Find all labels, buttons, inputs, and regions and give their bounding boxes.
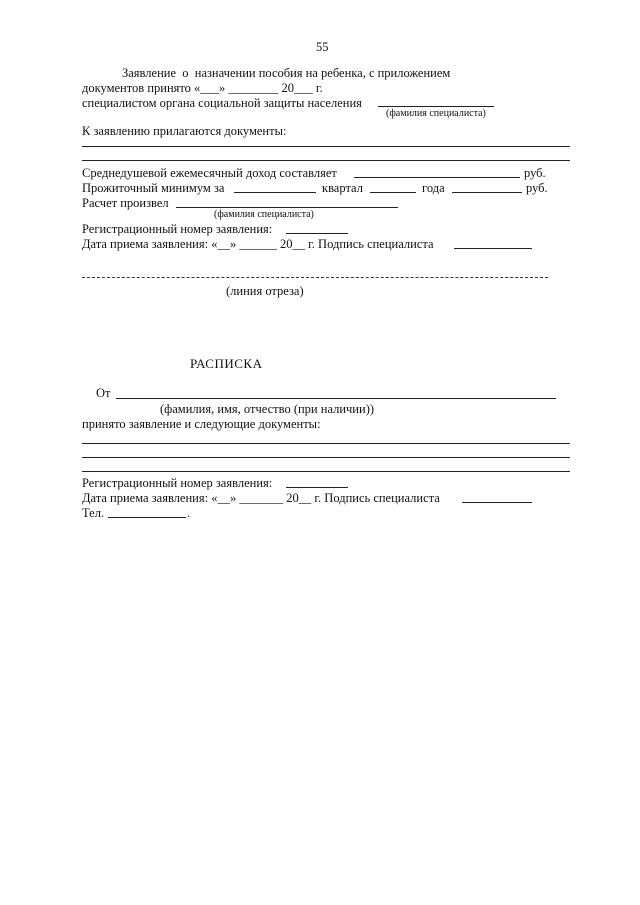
receipt-title: РАСПИСКА: [190, 356, 263, 371]
cut-line: [82, 277, 548, 278]
receipt-phone-line: [108, 517, 186, 518]
subsistence-year: года: [422, 181, 445, 195]
application-heading-line1: Заявление о назначении пособия на ребенка, с приложением: [122, 66, 451, 80]
receipt-phone-label: Тел.: [82, 506, 105, 520]
receipt-accepted-label: принято заявление и следующие документы:: [82, 417, 321, 431]
receipt-documents-line-3: [82, 471, 570, 472]
income-label: Среднедушевой ежемесячный доход составляет: [82, 166, 337, 180]
documents-line-2: [82, 160, 570, 161]
subsistence-quarter-line: [370, 192, 416, 193]
attached-documents-label: К заявлению прилагаются документы:: [82, 124, 287, 138]
application-heading-line2: документов принято «___» ________ 20___ г.: [82, 81, 323, 95]
receipt-documents-line-2: [82, 457, 570, 458]
subsistence-quarter: квартал: [322, 181, 363, 195]
cut-line-caption: (линия отреза): [226, 284, 304, 298]
income-field-line: [354, 177, 520, 178]
subsistence-amount-line: [452, 192, 522, 193]
receipt-from-label: От: [96, 386, 111, 400]
receipt-reg-number-line: [286, 487, 348, 488]
receipt-documents-line-1: [82, 443, 570, 444]
application-specialist-label: специалистом органа социальной защиты населения: [82, 96, 362, 110]
application-signature-line: [454, 248, 532, 249]
page-number: 55: [316, 40, 329, 54]
calc-caption: (фамилия специалиста): [214, 209, 314, 220]
receipt-phone-end: .: [187, 506, 191, 520]
receipt-name-caption: (фамилия, имя, отчество (при наличии)): [160, 402, 375, 416]
calc-label: Расчет произвел: [82, 196, 169, 210]
income-unit: руб.: [524, 166, 546, 180]
subsistence-period-line: [234, 192, 316, 193]
application-date-signature: Дата приема заявления: «__» ______ 20__ г. Подпись специалиста: [82, 237, 434, 251]
calc-field-line: [176, 207, 398, 208]
receipt-reg-number-label: Регистрационный номер заявления:: [82, 476, 273, 490]
receipt-date-signature: Дата приема заявления: «__» _______ 20__ г. Подпись специалиста: [82, 491, 440, 505]
subsistence-label: Прожиточный минимум за: [82, 181, 225, 195]
receipt-name-line: [116, 398, 556, 399]
receipt-signature-line: [462, 502, 532, 503]
specialist-signature-line: [378, 106, 494, 107]
reg-number-line: [286, 233, 348, 234]
documents-line-1: [82, 146, 570, 147]
reg-number-label: Регистрационный номер заявления:: [82, 222, 273, 236]
subsistence-unit: руб.: [526, 181, 548, 195]
specialist-caption: (фамилия специалиста): [386, 108, 486, 119]
